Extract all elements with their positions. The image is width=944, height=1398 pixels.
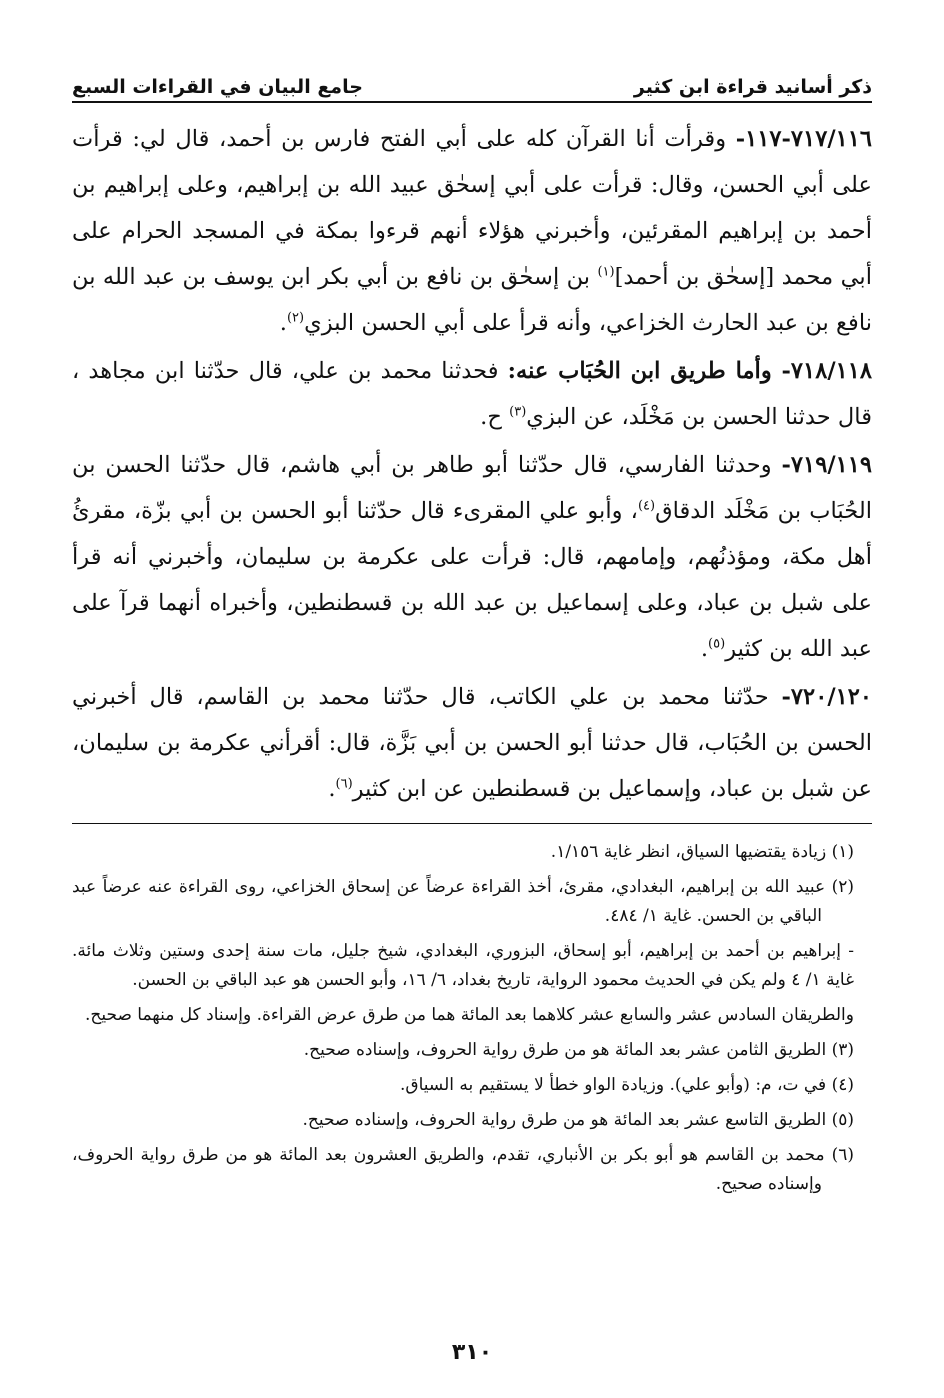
footnotes <box>72 838 854 1205</box>
paragraph-number: ٧١٩/١١٩- <box>781 452 872 478</box>
footnote-3: (٣) الطريق الثامن عشر بعد المائة هو من طرق رواية الحروف، وإسناده صحيح. <box>303 1040 854 1060</box>
paragraph-719 <box>72 442 872 672</box>
footnote-separator <box>72 823 872 824</box>
paragraph-text: وقرأت أنا القرآن كله على أبي الفتح فارس بن أحمد، قال لي: قرأت على أبي الحسن، وقال: قرأت على أبي إسحٰق عبيد الله بن إبراهيم، وعلى إبراهيم بن أحمد بن إبراهيم المقرئين، وأخبرني هؤلاء أنهم قرءوا بمكة في المسجد الحرام على أبي محمد [إسحٰق بن أحمد] <box>72 126 872 290</box>
footnote-6: (٦) محمد بن القاسم هو أبو بكر بن الأنباري، تقدم، والطريق العشرون بعد المائة هو من طرق رواية الحروف، وإسناده صحيح. <box>72 1145 854 1194</box>
footnote-ref: (٥) <box>708 636 726 652</box>
paragraph-text: . <box>279 310 287 336</box>
footnote-ref: (١) <box>597 264 615 280</box>
paragraph-heading: وأما طريق ابن الحُبَاب عنه: <box>507 358 782 384</box>
footnote-ref: (٢) <box>286 310 305 326</box>
paragraph-number: ٧١٨/١١٨- <box>781 358 872 384</box>
paragraph-718 <box>72 348 872 440</box>
paragraph-text: . <box>328 776 336 802</box>
footnote-ref: (٣) <box>509 404 527 420</box>
footnote-5: (٥) الطريق التاسع عشر بعد المائة هو من طرق رواية الحروف، وإسناده صحيح. <box>302 1110 854 1130</box>
header-book-title: جامع البيان في القراءات السبع <box>72 76 363 98</box>
footnote-ref: (٤) <box>637 498 656 514</box>
footnote-4: (٤) في ت، م: (وأبو علي). وزيادة الواو خطأ لا يستقيم به السياق. <box>400 1075 854 1095</box>
page-number: ٣١٠ <box>451 1340 493 1365</box>
paragraph-text: بن إسحٰق بن نافع بن أبي بكر ابن يوسف بن عبد الله بن نافع بن عبد الحارث الخزاعي، وأنه قرأ على أبي الحسن البزي <box>72 264 872 336</box>
running-header <box>72 68 872 98</box>
paragraph-text: حدّثنا محمد بن علي الكاتب، قال حدّثنا محمد بن القاسم، قال أخبرني الحسن بن الحُبَاب، قال حدثنا أبو الحسن بن أبي بَزَّة، قال: أقرأني عكرمة بن سليمان، عن شبل بن عباد، وإسماعيل بن قسطنطين عن ابن كثير <box>72 684 872 802</box>
footnote-2-summary: والطريقان السادس عشر والسابع عشر كلاهما بعد المائة هما من طرق عرض القراءة. وإسناد كل منهما صحيح. <box>84 1005 854 1025</box>
paragraph-text: فحدثنا محمد بن علي، قال حدّثنا ابن مجاهد ، قال حدثنا الحسن بن مَخْلَد، عن البزي <box>72 358 872 430</box>
footnote-2-continuation: - إبراهيم بن أحمد بن إبراهيم، أبو إسحاق، البزوري، البغدادي، شيخ جليل، مات سنة إحدى وستين وثلاث مائة. غاية ١/ ٤ ولم يكن في الحديث محمود الرواية، تاريخ بغداد، ٦/ ١٦، وأبو الحسن هو عبد الباقي بن الحسن. <box>72 941 854 990</box>
paragraph-text: ح. <box>480 404 510 430</box>
paragraph-717 <box>72 116 872 346</box>
paragraph-number: ٧١٧/١١٦-١١٧- <box>735 126 872 152</box>
paragraph-720 <box>72 674 872 812</box>
footnote-1: (١) زيادة يقتضيها السياق، انظر غاية ١/١٥٦. <box>550 842 854 862</box>
header-chapter-title: ذكر أسانيد قراءة ابن كثير <box>633 76 872 98</box>
main-text <box>72 116 872 812</box>
paragraph-text: . <box>700 636 709 662</box>
paragraph-text: وحدثنا الفارسي، قال حدّثنا أبو طاهر بن أبي هاشم، قال حدّثنا الحسن بن الحُبَاب بن مَخْلَد الدقاق <box>72 452 872 524</box>
header-rule <box>72 101 872 103</box>
paragraph-number: ٧٢٠/١٢٠- <box>781 684 872 710</box>
footnote-2: (٢) عبيد الله بن إبراهيم، البغدادي، مقرئ، أخذ القراءة عرضاً عن إسحاق الخزاعي، روى القراءة عنه عرضاً عبد الباقي بن الحسن. غاية ١/ ٤٨٤. <box>72 877 854 926</box>
paragraph-text: ، وأبو علي المقرىء قال حدّثنا أبو الحسن بن أبي بزّة، مقرئُ أهل مكة، ومؤذنُهم، وإمامهم، قال: قرأت على عكرمة بن سليمان، وأخبرني أنه قرأ على شبل بن عباد، وعلى إسماعيل بن عبد الله بن قسطنطين، وأخبراه أنهما قرآ على عبد الله بن كثير <box>72 498 872 662</box>
footnote-ref: (٦) <box>335 776 353 792</box>
